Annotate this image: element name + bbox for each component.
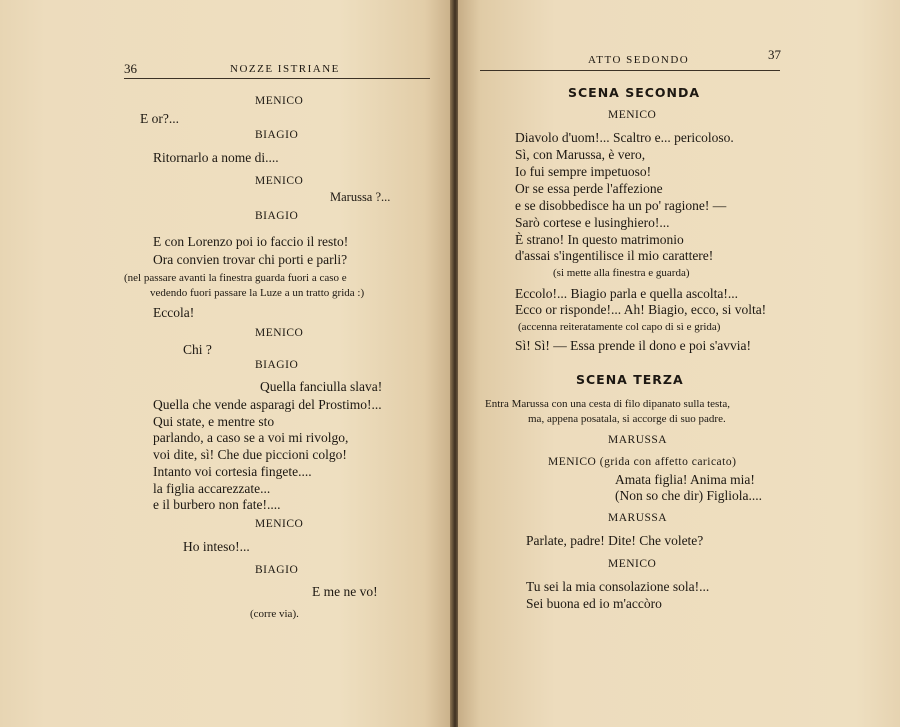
speaker: MENICO [255, 95, 304, 107]
stage-direction: (corre via). [250, 608, 299, 620]
header-rule [124, 78, 430, 79]
header-rule [480, 70, 780, 71]
verse-line: parlando, a caso se a voi mi rivolgo, [153, 430, 349, 445]
speaker: MARUSSA [608, 434, 668, 446]
speaker: MENICO [255, 327, 304, 339]
verse-line: Or se essa perde l'affezione [515, 181, 663, 196]
page-number: 36 [124, 61, 137, 76]
verse-line: Sei buona ed io m'accòro [526, 596, 662, 611]
verse-line: E me ne vo! [312, 584, 378, 599]
verse-line: Intanto voi cortesia fingete.... [153, 464, 312, 479]
verse-line: voi dite, sì! Che due piccioni colgo! [153, 447, 347, 462]
verse-line: Amata figlia! Anima mia! [615, 472, 755, 487]
stage-direction: (si mette alla finestra e guarda) [553, 267, 690, 279]
verse-line: Ora convien trovar chi porti e parli? [153, 252, 348, 267]
verse-line: e se disobbedisce ha un po' ragione! — [515, 198, 727, 213]
verse-line: È strano! In questo matrimonio [515, 232, 684, 247]
verse-line: la figlia accarezzate... [153, 481, 271, 496]
speaker: BIAGIO [255, 564, 299, 576]
verse-line: e il burbero non fate!.... [153, 497, 281, 512]
speaker: MENICO [255, 175, 304, 187]
scene-heading: SCENA SECONDA [568, 85, 701, 100]
speaker: MARUSSA [608, 512, 668, 524]
verse-line: Diavolo d'uom!... Scaltro e... pericoloso. [515, 130, 734, 145]
verse-line: Parlate, padre! Dite! Che volete? [526, 533, 704, 548]
verse-line: Qui state, e mentre sto [153, 414, 275, 429]
running-head: ATTO SEDONDO [588, 54, 690, 66]
verse-line: Sarò cortese e lusinghiero!... [515, 215, 670, 230]
right-page [458, 0, 900, 727]
verse-line: E con Lorenzo poi io faccio il resto! [153, 234, 349, 249]
stage-direction: (accenna reiteratamente col capo di sì e grida) [518, 321, 721, 333]
speaker: MENICO [608, 109, 657, 121]
verse-line: Quella che vende asparagi del Prostimo!... [153, 397, 382, 412]
stage-direction: ma, appena posatala, si accorge di suo padre. [528, 413, 726, 425]
speaker: MENICO (grida con affetto caricato) [548, 456, 737, 468]
verse-line: Ho inteso!... [183, 539, 250, 554]
verse-line: Marussa ?... [330, 190, 391, 204]
verse-line: Eccolo!... Biagio parla e quella ascolta!... [515, 286, 739, 301]
stage-direction: Entra Marussa con una cesta di filo dipanato sulla testa, [485, 398, 730, 410]
speaker: BIAGIO [255, 359, 299, 371]
stage-direction: vedendo fuori passare la Luze a un tratto grida :) [150, 287, 365, 299]
verse-line: Sì, con Marussa, è vero, [515, 147, 646, 162]
stage-direction: (nel passare avanti la finestra guarda fuori a caso e [124, 272, 347, 284]
scene-heading: SCENA TERZA [576, 372, 684, 387]
verse-line: Eccola! [153, 305, 195, 320]
verse-line: E or?... [140, 111, 179, 126]
verse-line: (Non so che dir) Figliola.... [615, 488, 762, 503]
running-head: NOZZE ISTRIANE [230, 63, 340, 75]
verse-line: Io fui sempre impetuoso! [515, 164, 652, 179]
verse-line: Chi ? [183, 342, 212, 357]
verse-line: Sì! Sì! — Essa prende il dono e poi s'avvia! [515, 338, 752, 353]
verse-line: Tu sei la mia consolazione sola!... [526, 579, 710, 594]
speaker: MENICO [608, 558, 657, 570]
speaker: BIAGIO [255, 210, 299, 222]
verse-line: Ritornarlo a nome di.... [153, 150, 279, 165]
speaker: BIAGIO [255, 129, 299, 141]
verse-line: Ecco or risponde!... Ah! Biagio, ecco, si volta! [515, 302, 767, 317]
page-number: 37 [768, 47, 781, 62]
speaker: MENICO [255, 518, 304, 530]
verse-line: Quella fanciulla slava! [260, 379, 383, 394]
verse-line: d'assai s'ingentilisce il mio carattere! [515, 248, 714, 263]
